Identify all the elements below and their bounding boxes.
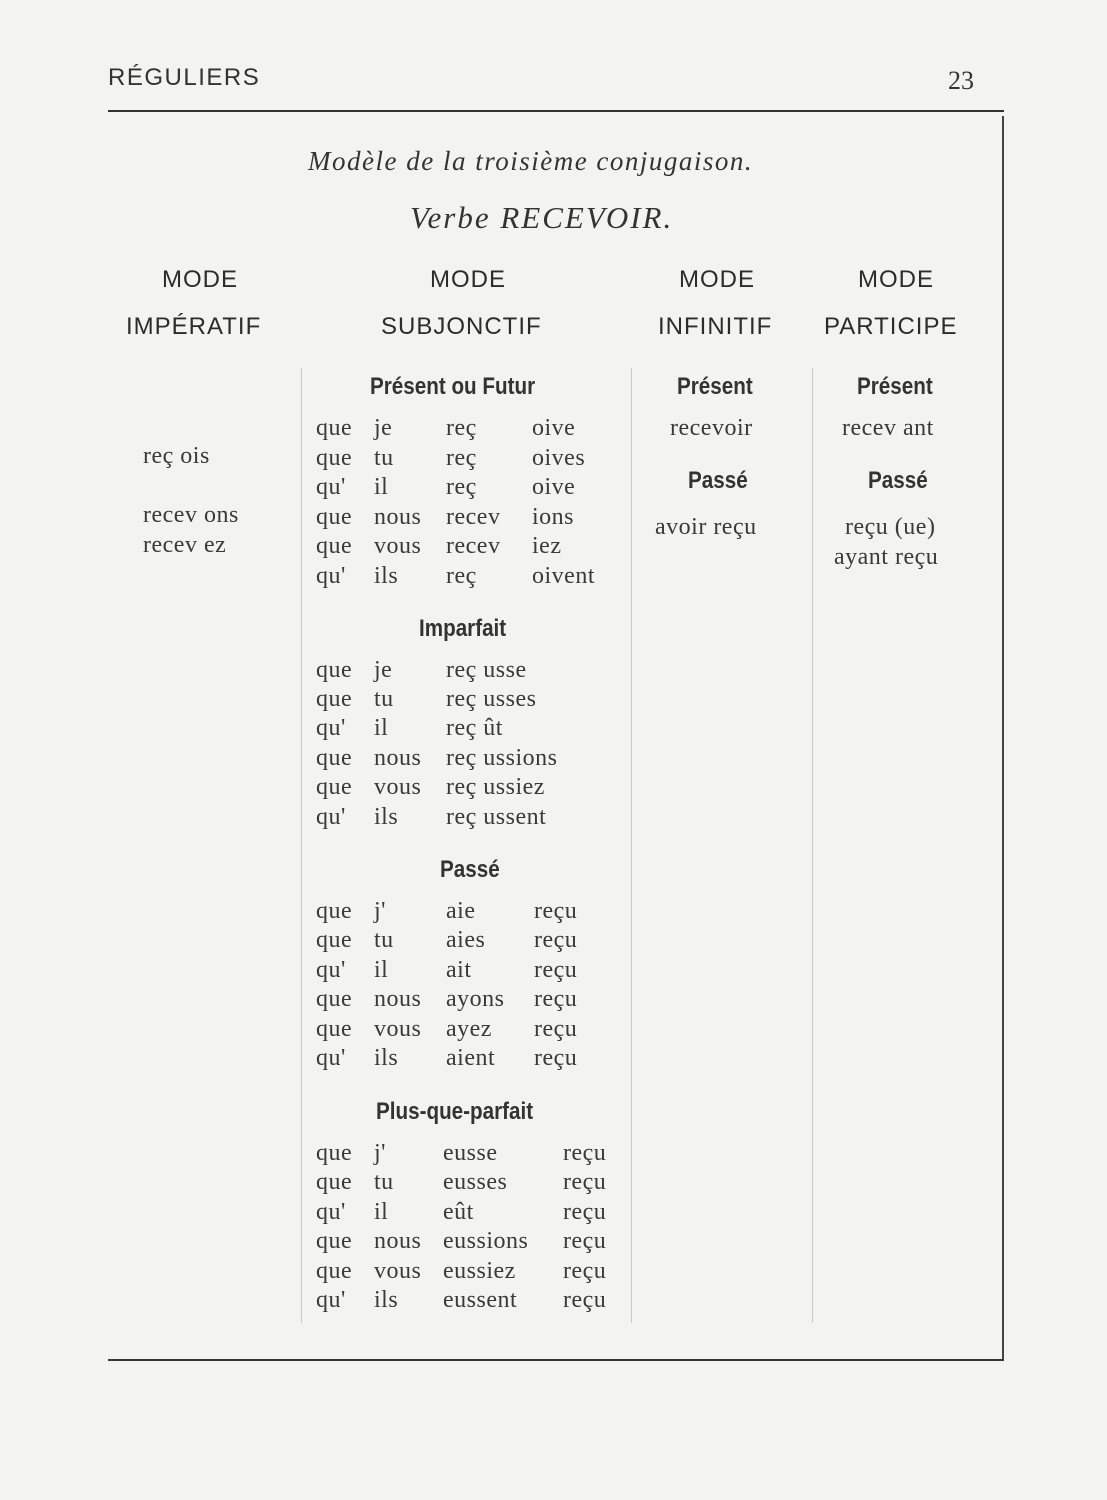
auxiliary: eût [443, 1199, 474, 1225]
ending: oive [532, 474, 576, 500]
participe-present-form: recev ant [842, 415, 934, 441]
pronoun-que: que [316, 1228, 353, 1254]
tense-heading-passe: Passé [440, 856, 500, 883]
pronoun-que: que [316, 1169, 353, 1195]
pronoun-que: qu' [316, 957, 346, 983]
tense-heading-plus-que-parfait: Plus-que-parfait [376, 1098, 534, 1125]
mode-label: MODE [679, 266, 755, 293]
pronoun-que: que [316, 898, 353, 924]
auxiliary: eussiez [443, 1258, 516, 1284]
infinitif-present-form: recevoir [670, 415, 753, 441]
ending: oivent [532, 563, 595, 589]
column-divider [301, 368, 302, 1323]
participle: reçu [563, 1228, 607, 1254]
imperatif-form: recev ez [143, 532, 227, 558]
participle: reçu [534, 986, 578, 1012]
pronoun-que: que [316, 986, 353, 1012]
pronoun: il [374, 715, 389, 741]
participe-passe-compound-form: ayant reçu [834, 544, 939, 570]
pronoun-que: que [316, 1140, 353, 1166]
stem: reç [446, 415, 477, 441]
pronoun-que: que [316, 927, 353, 953]
infinitif-present-heading: Présent [677, 373, 753, 400]
pronoun: tu [374, 927, 394, 953]
right-border [1002, 116, 1004, 1360]
column-divider [631, 368, 632, 1323]
infinitif-passe-form: avoir reçu [655, 514, 757, 540]
participle: reçu [534, 1016, 578, 1042]
pronoun: nous [374, 986, 422, 1012]
pronoun-que: qu' [316, 1287, 346, 1313]
auxiliary: aient [446, 1045, 496, 1071]
verb-title: Verbe RECEVOIR. [410, 200, 674, 235]
tense-heading-present: Présent ou Futur [370, 373, 536, 400]
pronoun: je [374, 415, 393, 441]
participle: reçu [534, 957, 578, 983]
pronoun: vous [374, 1258, 422, 1284]
pronoun: vous [374, 1016, 422, 1042]
pronoun-que: que [316, 686, 353, 712]
pronoun-que: que [316, 504, 353, 530]
verb-form: reç ussions [446, 745, 558, 771]
stem: recev [446, 504, 501, 530]
pronoun: je [374, 657, 393, 683]
pronoun: ils [374, 1287, 399, 1313]
pronoun: il [374, 474, 389, 500]
pronoun: tu [374, 686, 394, 712]
ending: oive [532, 415, 576, 441]
pronoun: vous [374, 533, 422, 559]
mode-label: MODE [162, 266, 238, 293]
mode-name: PARTICIPE [824, 313, 958, 340]
pronoun: tu [374, 445, 394, 471]
verb-form: reç usses [446, 686, 537, 712]
participe-passe-heading: Passé [868, 467, 928, 494]
pronoun: vous [374, 774, 422, 800]
tense-heading-imparfait: Imparfait [419, 615, 507, 642]
pronoun-que: qu' [316, 1199, 346, 1225]
auxiliary: ait [446, 957, 472, 983]
pronoun-que: que [316, 415, 353, 441]
verb-form: reç usse [446, 657, 527, 683]
pronoun: ils [374, 563, 399, 589]
header-rule [108, 110, 1004, 112]
imperatif-form: recev ons [143, 502, 239, 528]
verb-form: reç ût [446, 715, 503, 741]
participle: reçu [534, 927, 578, 953]
pronoun-que: qu' [316, 563, 346, 589]
auxiliary: eussions [443, 1228, 529, 1254]
participle: reçu [563, 1140, 607, 1166]
auxiliary: eussent [443, 1287, 518, 1313]
auxiliary: aie [446, 898, 476, 924]
auxiliary: eusse [443, 1140, 498, 1166]
mode-label: MODE [430, 266, 506, 293]
column-divider [812, 368, 813, 1323]
model-title: Modèle de la troisième conjugaison. [308, 146, 754, 176]
auxiliary: aies [446, 927, 486, 953]
pronoun-que: que [316, 745, 353, 771]
pronoun: il [374, 957, 389, 983]
infinitif-passe-heading: Passé [688, 467, 748, 494]
mode-name: INFINITIF [658, 313, 773, 340]
imperatif-form: reç ois [143, 443, 210, 469]
pronoun-que: qu' [316, 1045, 346, 1071]
pronoun: j' [374, 1140, 386, 1166]
stem: reç [446, 563, 477, 589]
stem: recev [446, 533, 501, 559]
participle: reçu [563, 1258, 607, 1284]
participle: reçu [563, 1287, 607, 1313]
participe-present-heading: Présent [857, 373, 933, 400]
participe-passe-form: reçu (ue) [845, 514, 936, 540]
participle: reçu [534, 1045, 578, 1071]
participle: reçu [563, 1169, 607, 1195]
auxiliary: ayons [446, 986, 505, 1012]
pronoun-que: que [316, 533, 353, 559]
stem: reç [446, 474, 477, 500]
pronoun-que: qu' [316, 715, 346, 741]
pronoun-que: qu' [316, 474, 346, 500]
pronoun-que: qu' [316, 804, 346, 830]
pronoun: il [374, 1199, 389, 1225]
footer-rule [108, 1359, 1004, 1361]
ending: oives [532, 445, 586, 471]
pronoun-que: que [316, 445, 353, 471]
pronoun: j' [374, 898, 386, 924]
verb-form: reç ussiez [446, 774, 545, 800]
running-header: RÉGULIERS [108, 64, 261, 91]
page-number: 23 [948, 66, 974, 95]
verb-form: reç ussent [446, 804, 547, 830]
pronoun: nous [374, 504, 422, 530]
pronoun-que: que [316, 1258, 353, 1284]
auxiliary: ayez [446, 1016, 492, 1042]
pronoun: nous [374, 745, 422, 771]
mode-name: IMPÉRATIF [126, 313, 262, 340]
stem: reç [446, 445, 477, 471]
participle: reçu [563, 1199, 607, 1225]
pronoun: nous [374, 1228, 422, 1254]
pronoun: tu [374, 1169, 394, 1195]
pronoun: ils [374, 804, 399, 830]
ending: iez [532, 533, 562, 559]
mode-label: MODE [858, 266, 934, 293]
pronoun: ils [374, 1045, 399, 1071]
pronoun-que: que [316, 1016, 353, 1042]
auxiliary: eusses [443, 1169, 508, 1195]
pronoun-que: que [316, 657, 353, 683]
participle: reçu [534, 898, 578, 924]
mode-name: SUBJONCTIF [381, 313, 542, 340]
pronoun-que: que [316, 774, 353, 800]
ending: ions [532, 504, 575, 530]
